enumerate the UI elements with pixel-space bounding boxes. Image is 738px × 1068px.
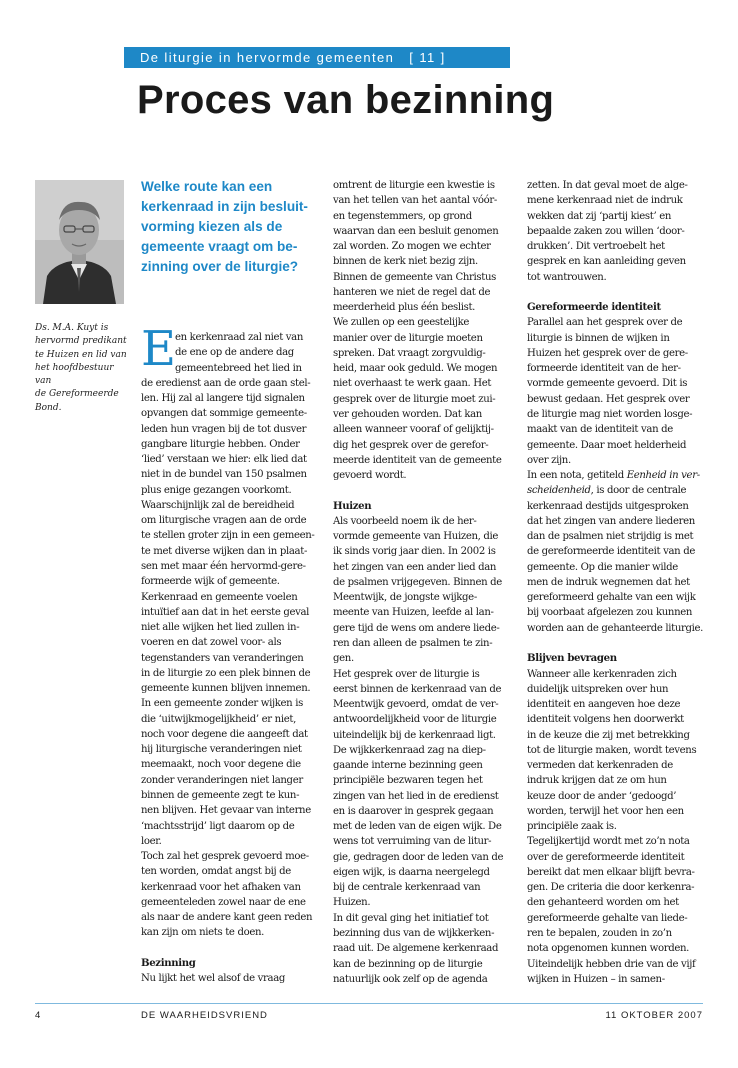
body-line: over de gereformeerde identiteit: [527, 851, 685, 863]
body-line: formeerde wijk of gemeente.: [141, 576, 280, 588]
section-banner: [124, 47, 510, 68]
caption-line: de Gereformeerde: [35, 389, 119, 400]
body-line: met de leden van de eigen wijk. De: [333, 821, 502, 833]
body-line: bij de centrale kerkenraad van: [333, 882, 481, 894]
body-line: Uiteindelijk hebben drie van de vijf: [527, 958, 696, 970]
section-heading: Blijven bevragen: [527, 652, 617, 665]
caption-line: Ds. M.A. Kuyt is: [35, 323, 109, 333]
banner-text: De liturgie in hervormde gemeenten [ 11 ]: [140, 50, 446, 65]
body-line: liturgie is binnen de wijken in: [527, 332, 670, 344]
body-line: wijken in Huizen – in samen-: [527, 973, 665, 985]
nota-title: Eenheid in ver-: [626, 470, 700, 482]
body-line: vermeden dat kerkenraden de: [527, 760, 673, 772]
body-line: kan zijn om niets te doen.: [141, 927, 264, 939]
body-line: meerde identiteit van de gemeente: [333, 454, 502, 466]
body-line: vormde gemeente van Huizen, die: [333, 531, 499, 543]
body-line: de gereformeerde identiteit van de: [527, 546, 695, 558]
caption-line: Bond.: [35, 402, 62, 413]
body-line: de eredienst aan de orde gaan stel-: [141, 377, 311, 389]
nota-title: scheidenheid: [527, 485, 591, 497]
body-line: ren dan alleen de psalmen te zin-: [333, 637, 493, 649]
body-line: die ‘uitwijkmogelijkheid’ er niet,: [141, 713, 296, 725]
body-line: de liturgie mag niet worden losge-: [527, 408, 693, 420]
body-line: hij liturgische veranderingen niet: [141, 744, 302, 756]
body-line: noch voor degene die aangeeft dat: [141, 728, 308, 740]
body-line: gemeente kunnen blijven innemen.: [141, 683, 311, 695]
body-line: principiële bezwaren tegen het: [333, 775, 483, 787]
body-line: gereformeerd gehalte van een wijk: [527, 592, 696, 604]
body-line: alleen wanneer vooraf of gelijktij-: [333, 424, 494, 436]
body-line: worden, terwijl het voor hen een: [527, 805, 684, 817]
body-line: tot wantrouwen.: [527, 271, 607, 283]
body-line: zetten. In dat geval moet de alge-: [527, 180, 688, 191]
footer-rule: [35, 1003, 703, 1004]
body-line: Kerkenraad en gemeente voelen: [141, 591, 298, 603]
body-line: in de liturgie zo een plek binnen de: [141, 667, 311, 679]
body-line: ren te bepalen, zouden in zo’n: [527, 928, 672, 940]
body-line: en is daarover in gesprek gegaan: [333, 805, 494, 817]
body-line: nen blijven. Het gevaar van interne: [141, 805, 311, 817]
body-line: waarvan dan een besluit genomen: [333, 225, 499, 237]
body-line: manier over de liturgie moeten: [333, 332, 483, 344]
body-line: raad uit. De algemene kerkenraad: [333, 943, 499, 955]
section-heading: Bezinning: [141, 956, 196, 969]
body-line: niet alle wijken het lied zullen in-: [141, 622, 300, 634]
body-line: gemeente. Op die manier wilde: [527, 561, 678, 573]
body-line: binnen de gemeente zegt te kun-: [141, 789, 300, 801]
body-line: We zullen op een geestelijke: [333, 317, 470, 329]
body-line: de psalmen vrijgegeven. Binnen de: [333, 576, 502, 588]
body-line: meemaakt, noch voor degene die: [141, 759, 301, 771]
body-line: gaande interne bezinning geen: [333, 760, 483, 772]
body-line: in de keuze die zij met betrekking: [527, 729, 690, 741]
body-line: wekken dat zij ‘partij kiest’ en: [527, 210, 672, 222]
portrait-photo-icon: [35, 180, 124, 304]
body-line: zonder veranderingen niet langer: [141, 774, 303, 786]
body-line: Meentwijk, de jongste wijkge-: [333, 592, 477, 604]
body-line: [527, 468, 707, 483]
body-line: Huizen het gesprek over de gere-: [527, 347, 688, 359]
body-line: hanteren we niet de regel dat de: [333, 286, 491, 298]
body-line: ver gehouden worden. Dat kan: [333, 408, 482, 420]
body-line: Nu lijkt het wel alsof de vraag: [141, 973, 286, 985]
section-heading: Huizen: [333, 499, 372, 512]
paragraph-gap: [527, 636, 707, 651]
body-line: gemeente. Daar moet helderheid: [527, 439, 687, 451]
body-line: bezinning dus van de wijkkerken-: [333, 928, 495, 940]
body-line: gen. De criteria die door kerkenra-: [527, 882, 695, 894]
body-line: plus enige gezangen voorkomt.: [141, 484, 292, 496]
body-line: Meentwijk gevoerd, omdat de ver-: [333, 699, 499, 711]
body-line: niet in de bundel van 150 psalmen: [141, 469, 307, 481]
body-line: loer.: [141, 835, 162, 847]
body-line: gesprek en kan aanleiding geven: [527, 256, 686, 268]
body-line: gevoerd wordt.: [333, 470, 407, 482]
body-line: vormde gemeente gevoerd. Dit is: [527, 378, 688, 390]
body-line: den gehanteerd worden om het: [527, 897, 679, 909]
body-line: nota opgenomen kunnen worden.: [527, 943, 690, 955]
body-line: formeerde identiteit van de her-: [527, 363, 681, 375]
body-line: meente van Huizen, leefde al lan-: [333, 607, 494, 619]
body-line: Binnen de gemeente van Christus: [333, 271, 496, 283]
body-line: over zijn.: [527, 454, 571, 466]
body-line: maakt van de identiteit van de: [527, 424, 673, 436]
body-line: gesprek over de liturgie moet zui-: [333, 393, 496, 405]
caption-line: het hoofdbestuur van: [35, 362, 114, 387]
body-line: worden aan de gehanteerde liturgie.: [527, 622, 704, 634]
body-line: eigen wijk, is daarna neergelegd: [333, 866, 490, 878]
body-line: Wanneer alle kerkenraden zich: [527, 668, 677, 680]
body-line: Waarschijnlijk zal de bereidheid: [141, 499, 295, 511]
intro-lead: [141, 177, 313, 277]
body-line: intuïtief aan dat in het eerste geval: [141, 606, 310, 618]
body-line: dan de psalmen niet strijdig is met: [527, 531, 694, 543]
body-line: opvangen dat sommige gemeente-: [141, 408, 307, 420]
body-line: zal worden. Zo mogen we echter: [333, 241, 491, 253]
body-line: Als voorbeeld noem ik de her-: [333, 515, 477, 527]
body-line: In dit geval ging het initiatief tot: [333, 912, 489, 924]
body-line: mene kerkenraad niet de indruk: [527, 195, 683, 207]
body-line: te met diverse wijken dan in plaat-: [141, 545, 308, 557]
body-line: en tegenstemmers, op grond: [333, 210, 472, 222]
article-title: Proces van bezinning: [137, 78, 555, 122]
body-line: De wijkkerkenraad zag na diep-: [333, 744, 486, 756]
body-line: gere tijd de wens om andere liede-: [333, 622, 500, 634]
body-line: keuze door de ander ‘gedoogd’: [527, 790, 677, 802]
paragraph-gap: [333, 483, 513, 498]
page-number: 4: [35, 1010, 42, 1021]
lead-line: gemeente vraagt om be-: [141, 239, 298, 254]
magazine-name: DE WAARHEIDSVRIEND: [141, 1010, 268, 1021]
body-line: men de indruk wegnemen dat het: [527, 576, 690, 588]
body-line: heid, maar ook geduld. We mogen: [333, 363, 498, 375]
body-line: bij voorbaat afgelezen zou kunnen: [527, 607, 693, 619]
body-line: gemeentebreed het lied in: [175, 362, 302, 374]
caption-line: te Huizen en lid van: [35, 349, 127, 360]
caption-line: hervormd predikant: [35, 336, 127, 347]
body-text: In een nota, getiteld: [527, 470, 627, 482]
body-line: binnen de kerk niet bezig zijn.: [333, 256, 478, 268]
body-line: principiële zaak is.: [527, 821, 617, 833]
body-line: als naar de andere kant geen reden: [141, 912, 313, 924]
body-line: antwoordelijkheid voor de liturgie: [333, 714, 497, 726]
body-line: gemeenteleden zowel naar de ene: [141, 896, 306, 908]
body-line: om liturgische vragen aan de orde: [141, 515, 307, 527]
body-line: ‘lied’ verstaan we hier: elk lied dat: [141, 454, 307, 466]
body-line: tot de liturgie maken, wordt tevens: [527, 744, 697, 756]
body-line: ik sinds vorig jaar dien. In 2002 is: [333, 546, 496, 558]
body-column-2: [333, 178, 513, 987]
body-line: kan de bezinning op de liturgie: [333, 958, 483, 970]
body-line: kerkenraad destijds uitgesproken: [527, 500, 689, 512]
body-line: uiteindelijk bij de kerkenraad ligt.: [333, 729, 496, 741]
body-line: te stellen groter zijn in een gemeen-: [141, 530, 315, 542]
issue-date: 11 OKTOBER 2007: [605, 1010, 703, 1021]
paragraph-gap: [527, 285, 707, 300]
body-line: dat het zingen van andere liederen: [527, 515, 695, 527]
body-line: eerst binnen de kerkenraad van de: [333, 683, 502, 695]
body-line: Huizen.: [333, 897, 371, 909]
body-line: het zingen van een ander lied dan: [333, 561, 497, 573]
body-line: zingen van het lied in de eredienst: [333, 790, 499, 802]
body-line: omtrent de liturgie een kwestie is: [333, 180, 495, 191]
body-line: natuurlijk ook zelf op de agenda: [333, 973, 488, 985]
body-line: kerkenraad voor het afhaken van: [141, 881, 301, 893]
body-line: ‘machtsstrijd’ ligt daarom op de: [141, 820, 295, 832]
body-line: Het gesprek over de liturgie is: [333, 668, 480, 680]
body-line: wens tot verruiming van de litur-: [333, 836, 492, 848]
body-line: spreken. Dat vraagt zorgvuldig-: [333, 347, 486, 359]
paragraph-gap: [141, 941, 319, 956]
body-line: identiteit en aangeven hoe deze: [527, 699, 681, 711]
body-line: van het tellen van het aantal vóór-: [333, 195, 497, 207]
drop-cap: E: [141, 321, 177, 377]
photo-caption: [35, 322, 127, 415]
body-line: drukken’. Dit vertroebelt het: [527, 241, 665, 253]
body-line: [527, 483, 707, 498]
body-line: leden hun vragen bij de tot dusver: [141, 423, 307, 435]
body-text: , is door de centrale: [590, 485, 687, 497]
body-line: bewust gedaan. Het gesprek over: [527, 393, 690, 405]
body-column-3: [527, 178, 707, 987]
body-line: voeren en dat zowel voor- als: [141, 637, 282, 649]
body-line: Toch zal het gesprek gevoerd moe-: [141, 851, 309, 863]
body-line: indruk krijgen dat ze om hun: [527, 775, 667, 787]
body-line: len. Hij zal al langere tijd signalen: [141, 393, 305, 405]
body-line: sen met maar één hervormd-gere-: [141, 560, 306, 572]
body-line: duidelijk uitspreken over hun: [527, 683, 669, 695]
lead-line: zinning over de liturgie?: [141, 259, 299, 274]
lead-line: vorming kiezen als de: [141, 219, 283, 234]
section-heading: Gereformeerde identiteit: [527, 301, 661, 314]
body-line: gie, gedragen door de leden van de: [333, 851, 504, 863]
body-line: gangbare liturgie hebben. Onder: [141, 438, 300, 450]
body-line: en kerkenraad zal niet van: [175, 332, 304, 343]
body-line: dig het gesprek over de gerefor-: [333, 439, 489, 451]
body-line: Parallel aan het gesprek over de: [527, 317, 683, 329]
body-line: In een gemeente zonder wijken is: [141, 698, 303, 710]
body-line: de ene op de andere dag: [175, 347, 294, 359]
body-line: gen.: [333, 653, 354, 665]
body-line: identiteit volgens hen doorwerkt: [527, 714, 684, 726]
body-line: niet overhaast te werk gaan. Het: [333, 378, 492, 390]
body-line: bereikt dat men elkaar blijft bevra-: [527, 866, 695, 878]
body-column-1: [141, 330, 319, 986]
body-line: ten worden, omdat angst bij de: [141, 866, 291, 878]
body-line: bepaalde zaken zou willen ‘door-: [527, 225, 685, 237]
author-photo: [35, 180, 124, 304]
body-line: Tegelijkertijd wordt met zo’n nota: [527, 836, 690, 848]
body-line: meerderheid plus één beslist.: [333, 302, 476, 314]
lead-line: kerkenraad in zijn besluit-: [141, 199, 308, 214]
lead-line: Welke route kan een: [141, 179, 273, 194]
body-line: gereformeerde gehalte van liede-: [527, 912, 688, 924]
body-line: tegenstanders van veranderingen: [141, 652, 304, 664]
